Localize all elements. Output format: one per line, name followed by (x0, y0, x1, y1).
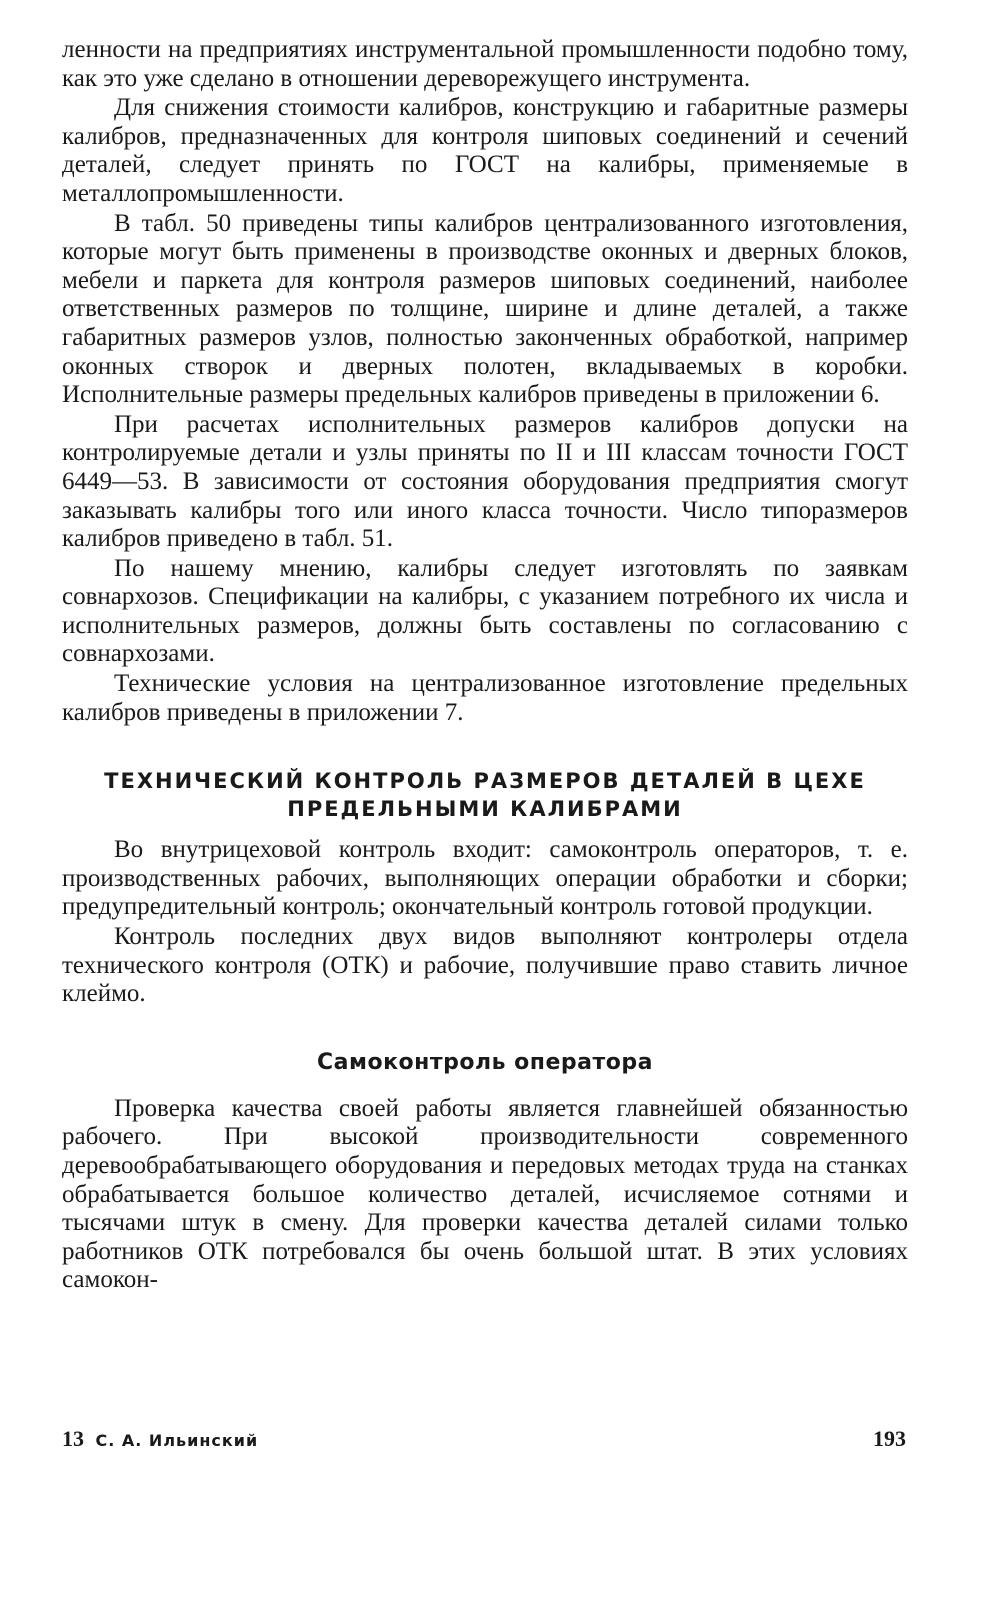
signature-mark (62, 1426, 258, 1452)
page-number: 193 (873, 1426, 906, 1451)
subsection-heading: Самоконтроль оператора (317, 1049, 653, 1075)
paragraph: Контроль последних двух видов выполняют контролеры отдела технического контроля (ОТК) и рабочие, получившие право ставить личное клеймо. (62, 923, 908, 1008)
section-heading (62, 767, 908, 823)
paragraph: В табл. 50 приведены типы калибров централизованного изготовления, которые могут быть применены в производстве оконных и дверных блоков, мебели и паркета для контроля размеров шиповых соединений, наиболее ответственных размеров по толщине, ширине и длине деталей, а также габаритных размеров узлов, полностью законченных обработкой, например оконных створок и дверных полотен, вкладываемых в коробки. Исполнительные размеры предельных калибров приведены в приложении 6. (62, 209, 908, 409)
signature-author: С. А. Ильинский (95, 1431, 259, 1450)
paragraph: Проверка качества своей работы является главнейшей обязанностью рабочего. При высокой производительности современного деревообрабатывающего оборудования и передовых методах труда на станках обрабатывается большое количество деталей, исчисляемое сотнями и тысячами штук в смену. Для проверки качества деталей силами только работников ОТК потребовался бы очень большой штат. В этих условиях самокон- (62, 1094, 908, 1294)
paragraph: Для снижения стоимости калибров, конструкцию и габаритные размеры калибров, предназначенных для контроля шиповых соединений и сечений деталей, следует принять по ГОСТ на калибры, применяемые в металлопромышленности. (62, 94, 908, 207)
paragraph: По нашему мнению, калибры следует изготовлять по заявкам совнархозов. Спецификации на калибры, с указанием потребного их числа и исполнительных размеров, должны быть составлены по согласованию с совнархозами. (62, 554, 908, 668)
paragraph: При расчетах исполнительных размеров калибров допуски на контролируемые детали и узлы приняты по II и III классам точности ГОСТ 6449—53. В зависимости от состояния оборудования предприятия смогут заказывать калибры того или иного класса точности. Число типоразмеров калибров приведено в табл. 51. (62, 410, 908, 553)
page-footer (62, 1426, 908, 1458)
section-heading-line: ПРЕДЕЛЬНЫМИ КАЛИБРАМИ (287, 797, 683, 822)
section-heading-line: ТЕХНИЧЕСКИЙ КОНТРОЛЬ РАЗМЕРОВ ДЕТАЛЕЙ В ЦЕХЕ (104, 769, 866, 794)
page-body (62, 36, 908, 1295)
paragraph: Во внутрицеховой контроль входит: самоконтроль операторов, т. е. производственных рабочих, выполняющих операции обработки и сборки; предупредительный контроль; окончательный контроль готовой продукции. (62, 836, 908, 921)
paragraph-continuation: ленности на предприятиях инструментальной промышленности подобно тому, как это уже сделано в отношении дереворежущего инструмента. (62, 36, 908, 92)
paragraph: Технические условия на централизованное изготовление предельных калибров приведены в приложении 7. (62, 670, 908, 726)
signature-number: 13 (62, 1426, 84, 1451)
